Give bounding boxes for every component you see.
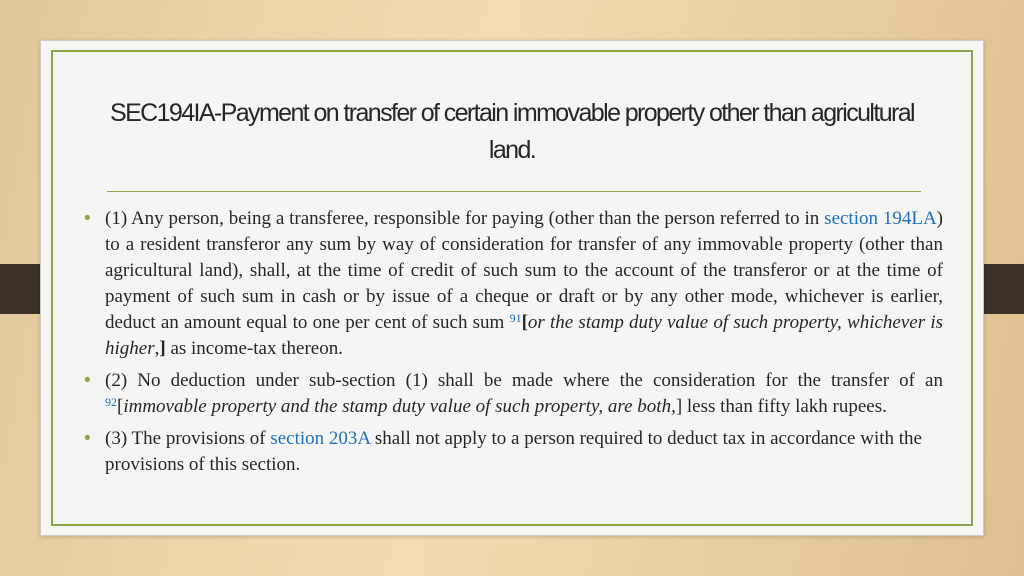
bullet-icon: • (84, 208, 91, 229)
bullet-item-3 (75, 426, 943, 478)
bullet-icon: • (84, 370, 91, 391)
slide-frame (40, 40, 984, 536)
bracket-open: [ (117, 396, 124, 417)
bracket-open: [ (521, 312, 528, 333)
section-194la-link[interactable]: section 194LA (824, 208, 937, 229)
bullet-1-text-middle: ) to a resident transferor any sum by way of consideration for transfer of any immovable property (other than agricultural land), shall, at the time of credit of such sum to the account of the transferor or at the time of payment of such sum in cash or by issue of a cheque or draft or by any other mode, whichever is earlier, deduct an amount equal to one per cent of such sum (105, 208, 943, 333)
bullet-icon: • (84, 428, 91, 449)
bullet-2-text-start: (2) No deduction under sub-section (1) shall be made where the consideration for the transfer of an (105, 370, 943, 391)
bullet-3-text-start: (3) The provisions of (105, 428, 271, 449)
bullet-1-text-start: (1) Any person, being a transferee, responsible for paying (other than the person referred to in (105, 208, 825, 229)
bullet-1-comma: , (154, 338, 160, 359)
bullet-1-text-end: as income-tax thereon. (165, 338, 343, 359)
bullet-2-italic-text: immovable property and the stamp duty value of such property, are both, (123, 396, 676, 417)
section-203a-link[interactable]: section 203A (270, 428, 371, 449)
bullet-1-italic-text: or the stamp duty value of such property, whichever is higher (105, 312, 943, 359)
left-edge-bar (0, 264, 40, 314)
bullet-3-text-end: shall not apply to a person required to deduct tax in accordance with the provisions of this section. (105, 428, 922, 475)
bullet-item-2 (75, 368, 943, 420)
bracket-close: ] (675, 396, 683, 417)
footnote-91-link[interactable]: 91 (509, 311, 522, 325)
bullet-2-text-end: less than fifty lakh rupees. (682, 396, 887, 417)
footnote-92-link[interactable]: 92 (105, 395, 117, 409)
bracket-close: ] (159, 338, 166, 359)
bullet-item-1 (75, 206, 943, 362)
slide-content (75, 206, 943, 484)
title-divider (107, 191, 921, 192)
slide-title: SEC194IA-Payment on transfer of certain immovable property other than agricultural land. (110, 99, 914, 164)
